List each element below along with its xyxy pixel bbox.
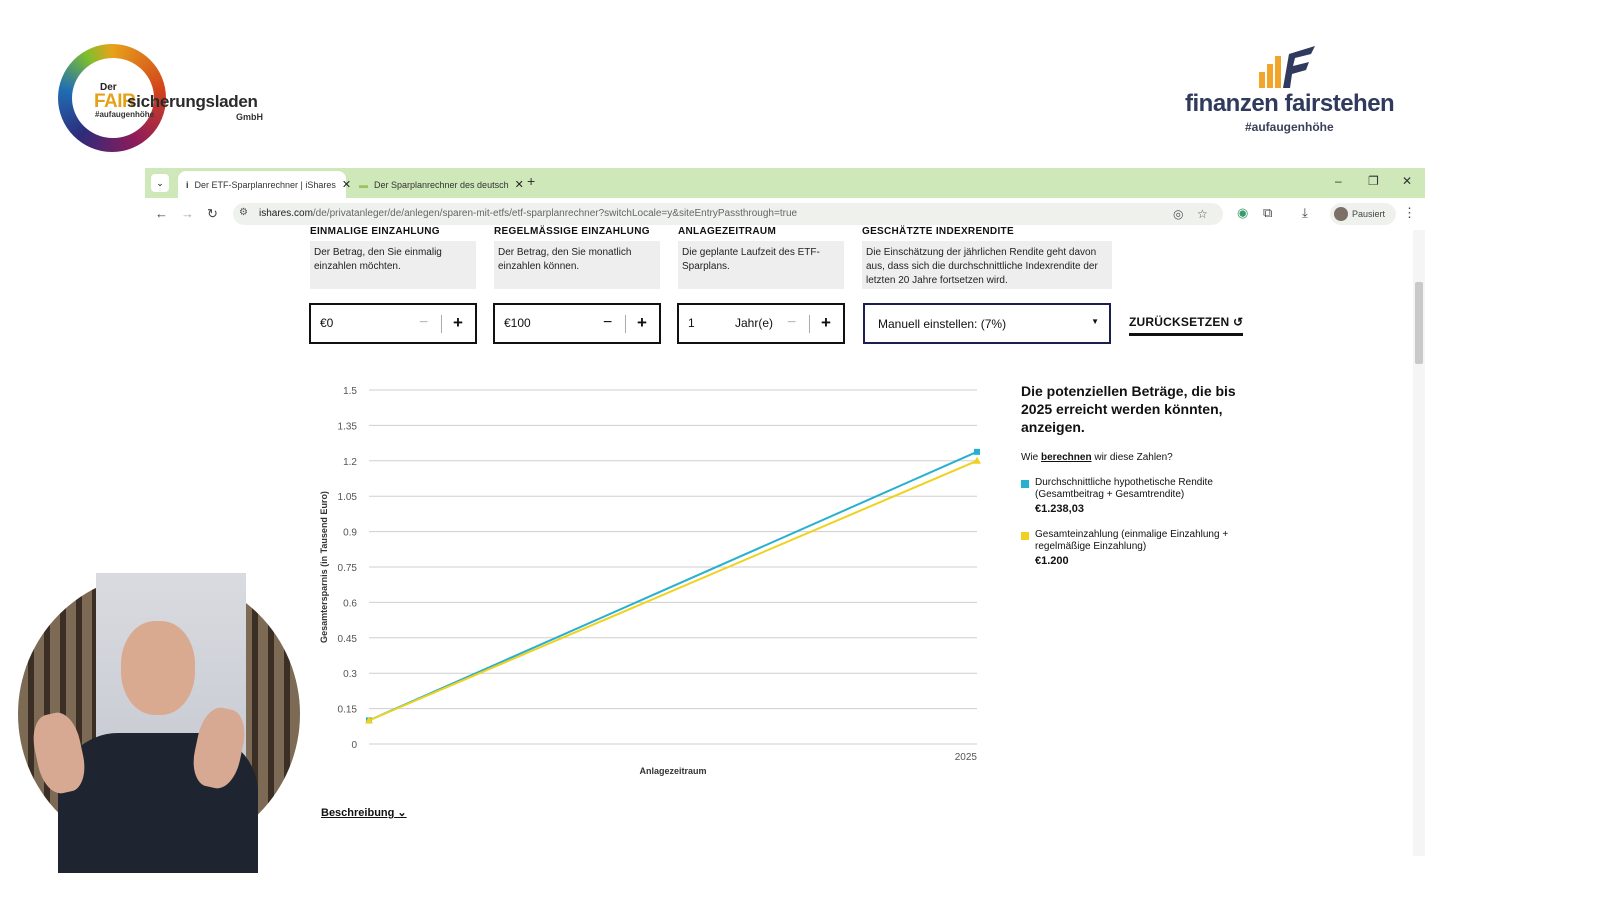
period-group (678, 226, 844, 289)
extension-green-icon[interactable]: ◉ (1237, 205, 1249, 220)
logo-gmbh: GmbH (236, 112, 263, 122)
profile-status: Pausiert (1352, 209, 1386, 219)
tab-bar (145, 168, 1425, 198)
period-input[interactable]: 1 (688, 316, 695, 330)
y-tick-label: 1.05 (337, 492, 357, 504)
dropdown-arrow-icon: ▼ (1091, 317, 1099, 326)
stepper-divider (809, 315, 810, 333)
y-tick-label: 0.9 (343, 527, 357, 539)
tab-sparplanrechner[interactable] (351, 171, 524, 198)
address-bar[interactable] (233, 203, 1223, 225)
stepper-divider (625, 315, 626, 333)
monthly-plus-button[interactable]: + (637, 313, 647, 332)
period-heading: ANLAGEZEITRAUM (678, 226, 777, 237)
lump-sum-minus-button[interactable]: − (419, 314, 429, 331)
index-return-description: Die Einschätzung der jährlichen Rendite geht davon aus, dass sich die durchschnittliche Indexrendite der letzten 20 Jahre fortsetzen wird. (862, 241, 1112, 289)
logo-tagline-right: #aufaugenhöhe (1245, 120, 1334, 134)
legend-label-return: Durchschnittliche hypothetische Rendite (Gesamtbeitrag + Gesamtrendite) (1035, 477, 1213, 500)
minimize-icon[interactable]: – (1335, 174, 1342, 188)
x-axis-label: Anlagezeitraum (639, 766, 707, 776)
lump-sum-plus-button[interactable]: + (453, 313, 463, 332)
logo-tagline: #aufaugenhöhe (95, 110, 155, 119)
lump-sum-input[interactable]: €0 (320, 316, 334, 330)
y-tick-label: 1.35 (337, 421, 357, 433)
webcam-hand-left (28, 709, 90, 797)
series-line-0 (369, 452, 977, 721)
period-unit: Jahr(e) (735, 316, 774, 330)
browser-window (145, 168, 1425, 856)
lump-sum-stepper (309, 303, 477, 344)
monthly-description: Der Betrag, den Sie monatlich einzahlen können. (494, 241, 660, 289)
calculation-info (1021, 452, 1261, 463)
legend-swatch-deposit (1021, 532, 1029, 540)
index-return-selected: Manuell einstellen: (7%) (878, 317, 1007, 331)
tracking-eye-icon[interactable]: ◎ (1173, 207, 1184, 221)
close-tab-icon[interactable]: ✕ (514, 179, 524, 191)
tab-ishares[interactable] (178, 171, 352, 198)
period-minus-button[interactable]: − (787, 314, 797, 331)
scrollbar-thumb[interactable] (1415, 282, 1423, 364)
tab-label: Der ETF-Sparplanrechner | iShares (194, 179, 336, 190)
legend-amount-deposit: €1.200 (1035, 555, 1069, 567)
y-tick-label: 1.2 (343, 456, 357, 468)
url-domain: ishares.com (259, 208, 313, 219)
index-return-heading: GESCHÄTZTE INDEXRENDITE (862, 226, 1014, 237)
page-viewport (145, 226, 1425, 856)
scrollbar[interactable] (1413, 230, 1425, 856)
webcam-person-head (121, 621, 195, 715)
avatar (1334, 207, 1348, 221)
forward-icon[interactable]: → (181, 206, 194, 221)
x-tick-label: 2025 (954, 752, 977, 763)
index-return-group (862, 226, 1112, 289)
monthly-minus-button[interactable]: − (603, 314, 613, 331)
legend-label-deposit: Gesamteinzahlung (einmalige Einzahlung + regelmäßige Einzahlung) (1035, 529, 1229, 552)
monthly-group (494, 226, 660, 289)
period-stepper (677, 303, 845, 344)
description-toggle[interactable] (321, 806, 407, 819)
monthly-stepper (493, 303, 661, 344)
url-path: /de/privatanleger/de/anlegen/sparen-mit-etfs/etf-sparplanrechner?switchLocale=y&siteEntryPassthrough=true (312, 208, 798, 219)
y-tick-label: 0.3 (343, 669, 357, 681)
tab-label: Der Sparplanrechner des deutsch (374, 179, 509, 190)
logo-name: finanzen fairstehen (1185, 90, 1395, 117)
site-info-icon[interactable]: ⚙ (239, 207, 248, 218)
chevron-down-icon: ⌄ (397, 807, 407, 819)
series-point-1 (973, 457, 981, 464)
how-prefix: Wie (1021, 452, 1041, 463)
how-suffix: wir diese Zahlen? (1091, 452, 1173, 463)
download-icon[interactable]: ⤓ (1302, 205, 1308, 220)
url-text (259, 208, 797, 219)
reset-icon: ↺ (1232, 315, 1244, 329)
y-tick-label: 0.15 (337, 704, 357, 716)
new-tab-icon[interactable]: + (527, 173, 536, 189)
logo-finanzen-fairstehen (1185, 40, 1415, 140)
index-return-select[interactable] (863, 303, 1111, 344)
legend-item-deposit (1021, 529, 1261, 567)
stepper-divider (441, 315, 442, 333)
close-window-icon[interactable]: ✕ (1402, 174, 1413, 188)
lump-sum-description: Der Betrag, den Sie einmalig einzahlen möchten. (310, 241, 476, 289)
calculation-link[interactable]: berechnen (1041, 452, 1092, 463)
tab-search-button[interactable]: ⌄ (151, 174, 169, 192)
monthly-input[interactable]: €100 (504, 316, 531, 330)
summary-panel (1021, 382, 1261, 567)
summary-heading: Die potenziellen Beträge, die bis 2025 erreicht werden könnten, anzeigen. (1021, 383, 1236, 435)
legend-swatch-return (1021, 480, 1029, 488)
y-tick-label: 0.45 (337, 633, 357, 645)
y-tick-label: 0.75 (337, 563, 357, 574)
description-label: Beschreibung (321, 807, 395, 819)
reset-label: ZURÜCKSETZEN (1129, 315, 1230, 329)
profile-button[interactable] (1330, 203, 1396, 225)
monthly-heading: REGELMÄSSIGE EINZAHLUNG (494, 226, 650, 237)
logo-bars-icon (1257, 44, 1317, 90)
close-tab-icon[interactable]: ✕ (341, 179, 352, 191)
logo-text-der: Der (100, 82, 117, 93)
logo-text-fair: FAIR (94, 91, 136, 112)
y-axis-label: Gesamtersparnis (in Tausend Euro) (319, 491, 329, 643)
series-line-1 (369, 461, 977, 721)
webcam-overlay (18, 573, 300, 855)
savings-chart (315, 380, 1015, 780)
y-tick-label: 0 (351, 740, 357, 751)
period-plus-button[interactable]: + (821, 313, 831, 332)
extensions-puzzle-icon[interactable]: ⧉ (1263, 205, 1273, 220)
series-point-0 (974, 449, 980, 455)
favicon-tab2-icon: ▬ (359, 179, 368, 190)
favicon-ishares-icon: i (186, 179, 189, 190)
back-icon[interactable]: ← (155, 206, 168, 221)
reset-button[interactable] (1129, 315, 1243, 336)
y-tick-label: 0.6 (343, 598, 357, 610)
reload-icon[interactable]: ↻ (207, 206, 218, 221)
legend-amount-return: €1.238,03 (1035, 503, 1084, 515)
menu-kebab-icon[interactable]: ⋮ (1403, 205, 1416, 220)
period-description: Die geplante Laufzeit des ETF-Sparplans. (678, 241, 844, 289)
legend-item-return (1021, 477, 1261, 515)
lump-sum-group (310, 226, 476, 289)
bookmark-star-icon[interactable]: ☆ (1197, 207, 1208, 221)
lump-sum-heading: EINMALIGE EINZAHLUNG (310, 226, 440, 237)
logo-fairsicherungsladen (58, 40, 288, 160)
restore-icon[interactable]: ❐ (1368, 174, 1379, 188)
y-tick-label: 1.5 (343, 386, 357, 397)
logo-text-name: sicherungsladen (127, 92, 258, 111)
